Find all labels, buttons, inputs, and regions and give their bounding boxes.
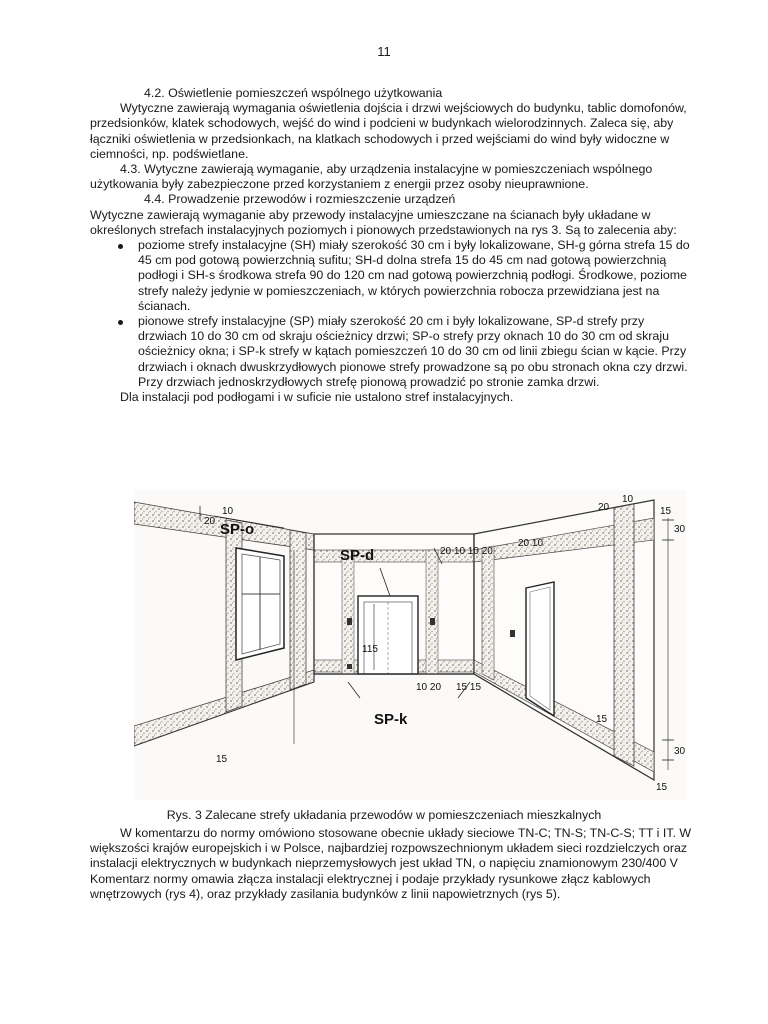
back-wall-door-zone-left (342, 550, 354, 674)
room-perspective-drawing (134, 490, 686, 800)
list-item-text: pionowe strefy instalacyjne (SP) miały szerokość 20 cm i były lokalizowane, SP-d strefy przy drzwiach 10 do 30 cm od skraju ościeżnicy drzwi; SP-o strefy przy oknach 10 do 30 cm od skraju ościeżnicy okna; i SP-k strefy w kątach pomieszczeń 10 do 30 cm od linii zbiegu ścian w kącie. Przy drzwiach i oknach dwuskrzydłowych pionowe strefy prowadzone są po obu stronach okna czy drzwi. Przy drzwiach jednoskrzydłowych strefę pionową prowadzić po stronie zamka drzwi. (138, 314, 688, 389)
dim-30-bottom: 30 (674, 746, 686, 757)
page-number: 11 (377, 44, 391, 59)
label-sp-k: SP-k (374, 711, 408, 728)
section-4-4-heading: 4.4. Prowadzenie przewodów i rozmieszczenie urządzeń (144, 192, 456, 207)
comment-paragraph-2: Komentarz normy omawia złącza instalacji elektrycznej i podaje przykłady rysunkowe złącz kablowych wnętrzowych (rys 4), oraz przykłady zasilania budynków z linii napowietrznych (rys 5). (90, 871, 651, 901)
right-wall-inner-corner-zone (482, 546, 494, 680)
dim-20-10-right: 20 10 (518, 538, 544, 549)
switch-icon (347, 618, 352, 625)
figure-caption: Rys. 3 Zalecane strefy układania przewodów w pomieszczeniach mieszkalnych (166, 808, 602, 822)
section-4-2-body: Wytyczne zawierają wymagania oświetlenia dojścia i drzwi wejściowych do budynku, tablic domofonów, przedsionków, klatek schodowych, wejść do wind i podcieni w budynkach wielorodzinnych. Zaleca się, aby łączniki oświetlenia w przedsionkach, na klatkach schodowych i przed wejściami do wind były widoczne w ciemności, np. podświetlane. (90, 101, 687, 161)
section-4-3-body: 4.3. Wytyczne zawierają wymaganie, aby urządzenia instalacyjne w pomieszczeniach wspólnego użytkowania były zabezpieczone przed korzystaniem z energii przez osoby nieuprawnione. (90, 162, 653, 192)
dim-10: 10 (222, 506, 234, 517)
socket-icon (347, 664, 352, 669)
switch-icon (510, 630, 515, 637)
list-item (90, 238, 696, 314)
dim-115: 115 (362, 644, 378, 655)
dim-10-20: 10 20 (416, 682, 442, 693)
comment-text (90, 826, 696, 902)
bullet-icon (118, 320, 123, 325)
zone-list (90, 238, 696, 390)
list-item-text: poziome strefy instalacyjne (SH) miały szerokość 30 cm i były lokalizowane, SH-g górna strefa 15 do 45 cm pod gotową powierzchnią sufitu; SH-d dolna strefa 15 do 45 cm nad gotową powierzchnią podłogi i SH-s środkowa strefa 90 do 120 cm nad gotową powierzchnią podłogi. Środkowe, poziome strefy należy jedynie w pomieszczeniach, w których powierzchnia robocza przewidziana jest na ścianach. (138, 238, 690, 313)
dim-15: 15 (216, 754, 228, 765)
figure-installation-zones (134, 490, 686, 800)
main-text (90, 86, 696, 405)
switch-icon (430, 618, 435, 625)
dim-20: 20 (204, 516, 216, 527)
section-4-4-closing: Dla instalacji pod podłogami i w suficie nie ustalono stref instalacyjnych. (120, 390, 514, 405)
dim-20-right: 20 (598, 502, 610, 513)
section-4-2-heading: 4.2. Oświetlenie pomieszczeń wspólnego użytkowania (144, 86, 443, 100)
section-4-4-intro: Wytyczne zawierają wymaganie aby przewody instalacyjne umieszczane na ścianach były układane w określonych strefach instalacyjnych poziomych i pionowych przedstawionych na rys 3. Są to zalecenia aby: (90, 207, 677, 237)
label-sp-o: SP-o (220, 521, 255, 538)
label-sp-d: SP-d (340, 547, 375, 564)
dim-30-top: 30 (674, 524, 686, 535)
dim-15-right-top: 15 (660, 506, 672, 517)
dim-15-right-mid: 15 (596, 714, 608, 725)
right-wall-corner-zone (614, 504, 634, 766)
dim-20-10-10-20: 20 10 10 20 (440, 546, 493, 557)
list-item (90, 314, 696, 390)
bullet-icon (118, 244, 123, 249)
dim-15-15: 15 15 (456, 682, 482, 693)
comment-paragraph-1: W komentarzu do normy omówiono stosowane obecnie układy sieciowe TN-C; TN-S; TN-C-S; TT i IT. W większości krajów europejskich i w Polsce, najbardziej rozpowszechnionym układem sieci rozdzielczych oraz instalacji elektrycznych w budynkach nieprzemysłowych jest układ TN, o napięciu znamionowym 230/400 V (90, 826, 692, 871)
dim-10-right: 10 (622, 494, 634, 505)
dim-15-right-bottom: 15 (656, 782, 668, 793)
left-wall-corner-zone (290, 530, 306, 690)
back-wall-door-zone-right (426, 550, 438, 674)
